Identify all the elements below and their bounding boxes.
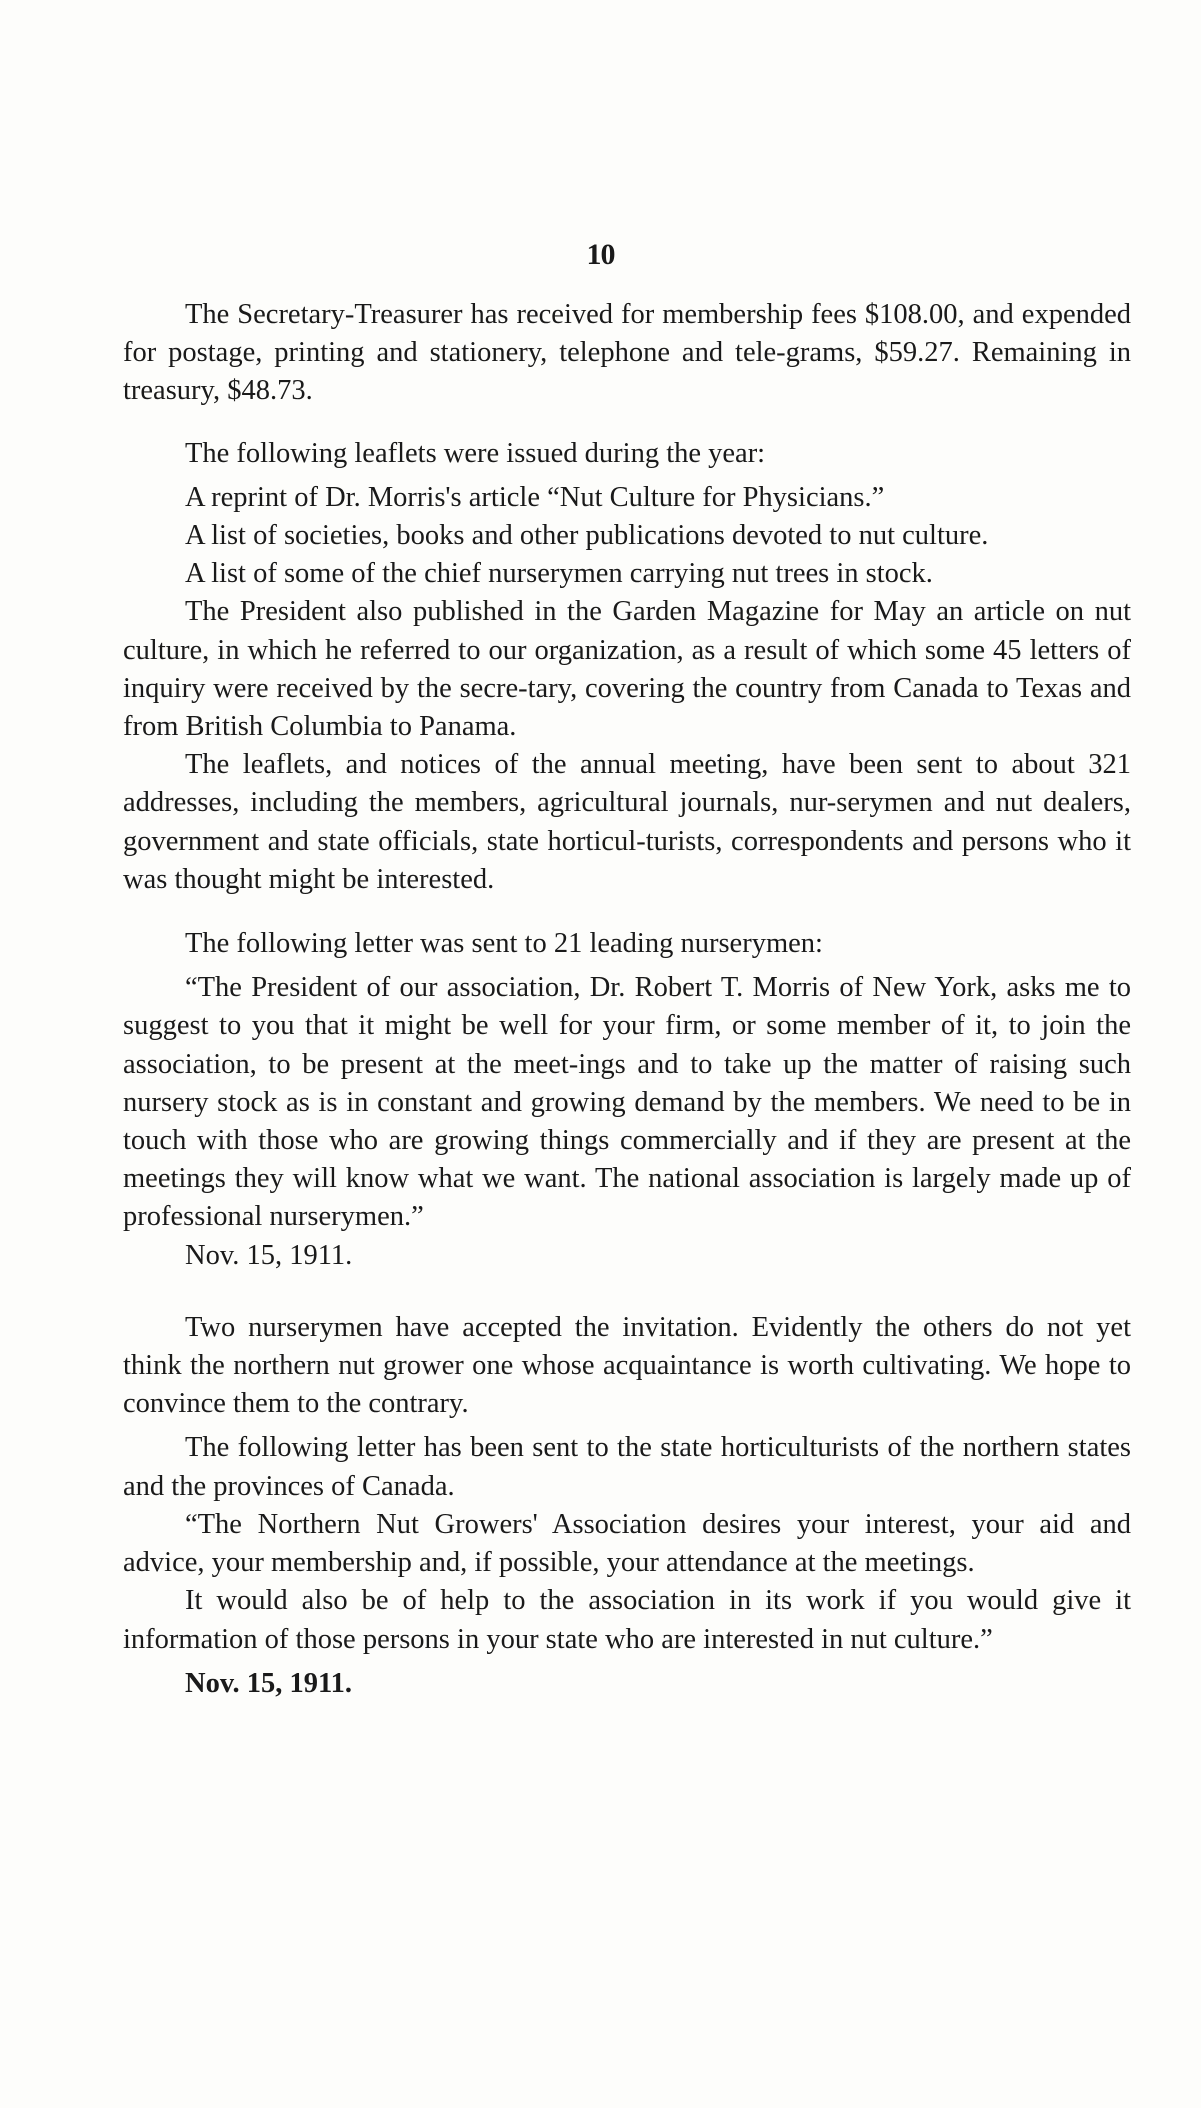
body-text: [123, 296, 1131, 1703]
leaflet-item-nurserymen: A list of some of the chief nurserymen carrying nut trees in stock.: [185, 558, 933, 590]
letter-intro-paragraph: The following letter was sent to 21 leading nurserymen:: [185, 928, 823, 960]
leaflets-sent-paragraph: The leaflets, and notices of the annual meeting, have been sent to about 321 addresses, including the members, agricultural journals, nur-serymen and nut dealers, government and state officials, state horticul-turists, correspondents and persons who it was thought might be interested.: [123, 749, 1131, 895]
horticulturists-letter-paragraph-2: It would also be of help to the association in its work if you would give it information of those persons in your state who are interested in nut culture.”: [123, 1585, 1131, 1655]
nurserymen-response-paragraph: Two nurserymen have accepted the invitation. Evidently the others do not yet think the northern nut grower one whose acquaintance is worth cultivating. We hope to convince them to the contrary.: [123, 1311, 1131, 1420]
letter-date-2: Nov. 15, 1911.: [185, 1667, 353, 1699]
leaflets-intro-paragraph: The following leaflets were issued during the year:: [185, 437, 766, 469]
horticulturists-intro-paragraph: The following letter has been sent to the state horticulturists of the northern states and the provinces of Canada.: [123, 1432, 1131, 1502]
treasurer-report-paragraph: The Secretary-Treasurer has received for membership fees $108.00, and expended for postage, printing and stationery, telephone and tele-grams, $59.27. Remaining in treasury, $48.73.: [123, 299, 1131, 407]
leaflet-item-societies: A list of societies, books and other publications devoted to nut culture.: [185, 520, 989, 552]
garden-magazine-paragraph: The President also published in the Garden Magazine for May an article on nut culture, in which he referred to our organization, as a result of which some 45 letters of inquiry were received by the secre-tary, covering the country from Canada to Texas and from British Columbia to Panama.: [123, 596, 1131, 743]
leaflet-item-reprint: A reprint of Dr. Morris's article “Nut Culture for Physicians.”: [185, 481, 885, 513]
nurserymen-letter-paragraph: “The President of our association, Dr. Robert T. Morris of New York, asks me to suggest to you that it might be well for your firm, or some member of it, to join the association, to be present at the meet-ings and to take up the matter of raising such nursery stock as is in constant and growing demand by the members. We need to be in touch with those who are growing things commercially and if they are present at the meetings they will know what we want. The national association is largely made up of professional nurserymen.”: [123, 972, 1131, 1233]
letter-date-1: Nov. 15, 1911.: [185, 1239, 353, 1271]
horticulturists-letter-paragraph-1: “The Northern Nut Growers' Association desires your interest, your aid and advice, your membership and, if possible, your attendance at the meetings.: [123, 1508, 1131, 1579]
page-number: 10: [586, 238, 615, 271]
